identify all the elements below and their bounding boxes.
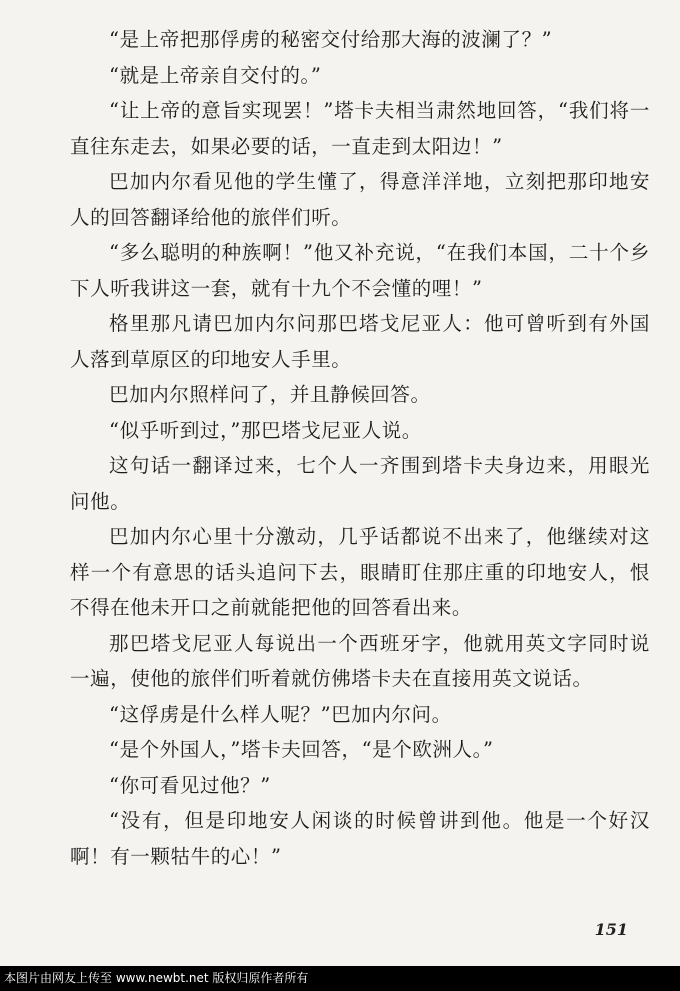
paragraph: “似乎听到过，”那巴塔戈尼亚人说。 [109, 418, 422, 442]
paragraph: “让上帝的意旨实现罢！”塔卡夫相当肃然地回答，“我们将一直往东走去，如果必要的话，一直走到太阳边！” [70, 99, 650, 158]
body-text [70, 22, 650, 874]
paragraph: “你可看见过他？” [109, 773, 271, 797]
paragraph: 格里那凡请巴加内尔问那巴塔戈尼亚人：他可曾听到有外国人落到草原区的印地安人手里。 [70, 312, 650, 371]
paragraph: 巴加内尔照样问了，并且静候回答。 [109, 383, 431, 406]
watermark-footer: 本图片由网友上传至 www.newbt.net 版权归原作者所有 [0, 966, 680, 991]
paragraph: “是个外国人，”塔卡夫回答，“是个欧洲人。” [109, 738, 494, 761]
paragraph: “没有，但是印地安人闲谈的时候曾讲到他。他是一个好汉啊！有一颗牯牛的心！” [70, 809, 650, 868]
paragraph: “这俘虏是什么样人呢？”巴加内尔问。 [109, 702, 452, 726]
paragraph: 巴加内尔心里十分激动，几乎话都说不出来了，他继续对这样一个有意思的话头追问下去，眼睛盯住那庄重的印地安人，恨不得在他未开口之前就能把他的回答看出来。 [70, 525, 650, 619]
paragraph: 这句话一翻译过来，七个人一齐围到塔卡夫身边来，用眼光问他。 [70, 454, 650, 513]
paragraph: 巴加内尔看见他的学生懂了，得意洋洋地，立刻把那印地安人的回答翻译给他的旅伴们听。 [70, 170, 650, 229]
paragraph: “就是上帝亲自交付的。” [109, 63, 322, 87]
paragraph: “多么聪明的种族啊！”他又补充说，“在我们本国，二十个乡下人听我讲这一套，就有十九个不会懂的哩！” [70, 241, 650, 300]
paragraph: 那巴塔戈尼亚人每说出一个西班牙字，他就用英文字同时说一遍，使他的旅伴们听着就仿佛塔卡夫在直接用英文说话。 [70, 631, 650, 690]
page-number: 151 [594, 920, 628, 939]
paragraph: “是上帝把那俘虏的秘密交付给那大海的波澜了？” [109, 28, 553, 51]
